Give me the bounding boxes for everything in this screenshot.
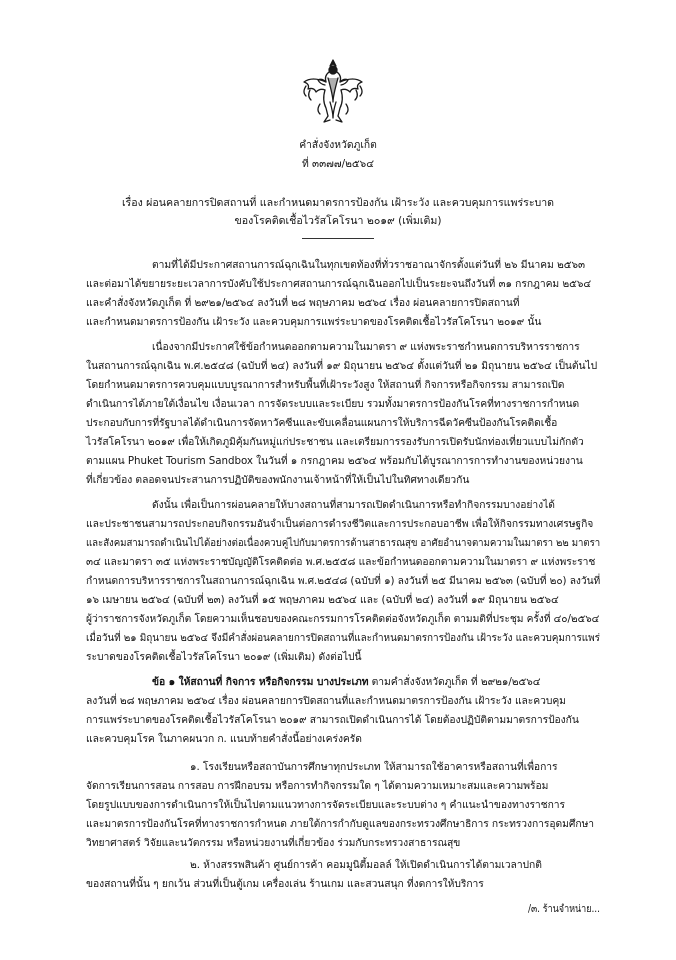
p3-line: ๓๔ และมาตรา ๓๕ แห่งพระราชบัญญัติโรคติดต่อ พ.ศ.๒๕๕๘ และข้อกำหนดออกตามความในมาตรา ๙ แห่งพระราช bbox=[86, 556, 596, 568]
item-1-line: วิทยาศาสตร์ วิจัยและนวัตกรรม หรือหน่วยงานที่เกี่ยวข้อง ร่วมกับกระทรวงสาธารณสุข bbox=[86, 837, 461, 849]
p2-line: ที่เกี่ยวข้อง ตลอดจนประสานการปฏิบัติของพนักงานเจ้าหน้าที่ให้เป็นไปในทิศทางเดียวกัน bbox=[86, 474, 470, 486]
item-2-line: ของสถานที่นั้น ๆ ยกเว้น ส่วนที่เป็นตู้เกม เครื่องเล่น ร้านเกม และสวนสนุก ที่งดการให้บริการ bbox=[86, 878, 484, 890]
p3-line: ระบาดของโรคติดเชื้อไวรัสโคโรนา ๒๐๑๙ (เพิ่มเติม) ดังต่อไปนี้ bbox=[86, 651, 362, 663]
subject-line-1: เรื่อง ผ่อนคลายการปิดสถานที่ และกำหนดมาตรการป้องกัน เฝ้าระวัง และควบคุมการแพร่ระบาด bbox=[121, 197, 555, 209]
p4-line: ลงวันที่ ๒๘ พฤษภาคม ๒๕๖๔ เรื่อง ผ่อนคลายการปิดสถานที่และกำหนดมาตรการป้องกัน เฝ้าระวัง และควบคุม bbox=[86, 695, 566, 707]
p3-line: ๑๖ เมษายน ๒๕๖๔ (ฉบับที่ ๒๓) ลงวันที่ ๑๕ พฤษภาคม ๒๕๖๔ และ (ฉบับที่ ๒๔) ลงวันที่ ๑๙ มิถุนายน ๒๕๖๔ bbox=[86, 594, 559, 606]
item-2-line: ๒. ห้างสรรพสินค้า ศูนย์การค้า คอมมูนิตี้มอลล์ ให้เปิดดำเนินการได้ตามเวลาปกติ bbox=[190, 859, 542, 871]
garuda-emblem-icon bbox=[298, 56, 368, 126]
p3-line: ผู้ว่าราชการจังหวัดภูเก็ต โดยความเห็นชอบของคณะกรรมการโรคติดต่อจังหวัดภูเก็ต ตามมติที่ประชุม ครั้งที่ ๔๐/๒๕๖๔ bbox=[86, 613, 600, 625]
p2-line: เนื่องจากมีประกาศใช้ข้อกำหนดออกตามความในมาตรา ๙ แห่งพระราชกำหนดการบริหารราชการ bbox=[152, 341, 580, 353]
clause-1-heading bbox=[152, 675, 540, 689]
p1-line: และกำหนดมาตรการป้องกัน เฝ้าระวัง และควบคุมการแพร่ระบาดของโรคติดเชื้อไวรัสโคโรนา ๒๐๑๙ นั้น bbox=[86, 316, 542, 328]
p1-line: ตามที่ได้มีประกาศสถานการณ์ฉุกเฉินในทุกเขตท้องที่ทั่วราชอาณาจักรตั้งแต่วันที่ ๒๖ มีนาคม ๒๕๖๓ bbox=[152, 259, 585, 271]
p1-line: และคำสั่งจังหวัดภูเก็ต ที่ ๒๙๒๑/๒๕๖๔ ลงวันที่ ๒๘ พฤษภาคม ๒๕๖๔ เรื่อง ผ่อนคลายการปิดสถานที่ bbox=[86, 297, 520, 309]
item-1-line: โดยรูปแบบของการดำเนินการให้เป็นไปตามแนวทางการจัดระเบียบและระบบต่าง ๆ คำแนะนำของทางราชการ bbox=[86, 799, 566, 811]
clause-1-bold: ข้อ ๑ ให้สถานที่ กิจการ หรือกิจกรรม บางประเภท bbox=[152, 676, 369, 688]
p3-line: กำหนดการบริหารราชการในสถานการณ์ฉุกเฉิน พ.ศ.๒๕๔๘ (ฉบับที่ ๑) ลงวันที่ ๒๕ มีนาคม ๒๕๖๓ (ฉบับที่ ๒๐) ลงวันที่ bbox=[86, 575, 601, 587]
order-number: ที่ ๓๓๗๗/๒๕๖๔ bbox=[301, 158, 374, 170]
order-title: คำสั่งจังหวัดภูเก็ต bbox=[299, 139, 377, 151]
p2-line: ในสถานการณ์ฉุกเฉิน พ.ศ.๒๕๔๘ (ฉบับที่ ๒๔) ลงวันที่ ๑๙ มิถุนายน ๒๕๖๔ ตั้งแต่วันที่ ๒๑ มิถุนายน ๒๕๖๔ เป็นต้นไป bbox=[86, 360, 598, 372]
p2-line: โดยกำหนดมาตรการควบคุมแบบบูรณาการสำหรับพื้นที่เฝ้าระวังสูง ให้สถานที่ กิจการหรือกิจกรรม สามารถเปิด bbox=[86, 379, 565, 391]
p3-line: เมื่อวันที่ ๒๑ มิถุนายน ๒๕๖๔ จึงมีคำสั่งผ่อนคลายการปิดสถานที่และกำหนดมาตรการป้องกัน เฝ้าระวัง และควบคุมการแพร่ bbox=[86, 632, 600, 644]
p3-line: และประชาชนสามารถประกอบกิจกรรมอันจำเป็นต่อการดำรงชีวิตและการประกอบอาชีพ เพื่อให้กิจกรรมทางเศรษฐกิจ bbox=[86, 518, 594, 530]
p1-line: และต่อมาได้ขยายระยะเวลาการบังคับใช้ประกาศสถานการณ์ฉุกเฉินออกไปเป็นระยะจนถึงวันที่ ๓๑ กรกฎาคม ๒๕๖๔ bbox=[86, 278, 592, 290]
p3-line: และสังคมสามารถดำเนินไปได้อย่างต่อเนื่องควบคู่ไปกับมาตรการด้านสาธารณสุข อาศัยอำนาจตามความในมาตรา ๒๒ มาตรา bbox=[86, 537, 601, 549]
clause-1-rest: ตามคำสั่งจังหวัดภูเก็ต ที่ ๒๙๒๑/๒๕๖๔ bbox=[368, 676, 541, 688]
subject-line-2: ของโรคติดเชื้อไวรัสโคโรนา ๒๐๑๙ (เพิ่มเติม) bbox=[234, 215, 442, 227]
separator-rule bbox=[302, 238, 374, 239]
continuation-marker: /๓. ร้านจำหน่าย... bbox=[528, 903, 600, 915]
item-1-line: และมาตรการป้องกันโรคที่ทางราชการกำหนด ภายใต้การกำกับดูแลของกระทรวงศึกษาธิการ กระทรวงการอุดมศึกษา bbox=[86, 818, 595, 830]
p3-line: ดังนั้น เพื่อเป็นการผ่อนคลายให้บางสถานที่สามารถเปิดดำเนินการหรือทำกิจกรรมบางอย่างได้ bbox=[152, 499, 555, 511]
p4-line: และควบคุมโรค ในภาคผนวก ก. แนบท้ายคำสั่งนี้อย่างเคร่งครัด bbox=[86, 733, 362, 745]
p4-line: การแพร่ระบาดของโรคติดเชื้อไวรัสโคโรนา ๒๐๑๙ สามารถเปิดดำเนินการได้ โดยต้องปฏิบัติตามมาตรการป้องกัน bbox=[86, 714, 579, 726]
p2-line: ตามแผน Phuket Tourism Sandbox ในวันที่ ๑ กรกฎาคม ๒๕๖๔ พร้อมกับได้บูรณาการการทำงานของหน่วยงาน bbox=[86, 455, 583, 467]
item-1-line: ๑. โรงเรียนหรือสถาบันการศึกษาทุกประเภท ให้สามารถใช้อาคารหรือสถานที่เพื่อการ bbox=[190, 761, 558, 773]
item-1-line: จัดการเรียนการสอน การสอบ การฝึกอบรม หรือการทำกิจกรรมใด ๆ ได้ตามความเหมาะสมและความพร้อม bbox=[86, 780, 549, 792]
p2-line: ไวรัสโคโรนา ๒๐๑๙ เพื่อให้เกิดภูมิคุ้มกันหมู่แก่ประชาชน และเตรียมการรองรับการเปิดรับนักท่องเที่ยวแบบไม่กักตัว bbox=[86, 436, 584, 448]
p2-line: ดำเนินการได้ภายใต้เงื่อนไข เงื่อนเวลา การจัดระบบและระเบียบ รวมทั้งมาตรการป้องกันโรคที่ทางราชการกำหนด bbox=[86, 398, 580, 410]
p2-line: ประกอบกับการที่รัฐบาลได้ดำเนินการจัดหาวัคซีนและขับเคลื่อนแผนการให้บริการฉีดวัคซีนป้องกันโรคติดเชื้อ bbox=[86, 417, 558, 429]
